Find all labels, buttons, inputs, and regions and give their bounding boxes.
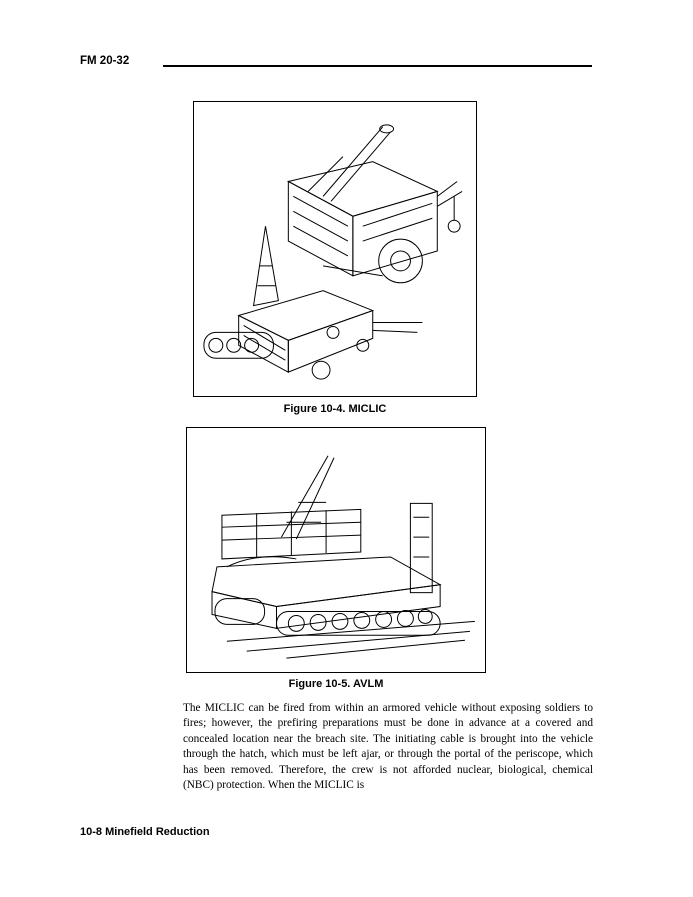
section-title: Minefield Reduction (105, 826, 210, 838)
miclic-illustration (194, 102, 476, 396)
page-number: 10-8 (80, 826, 103, 838)
header-rule (163, 65, 592, 67)
avlm-illustration (187, 428, 485, 672)
figure-avlm (186, 427, 486, 673)
page-footer (80, 826, 210, 838)
figure-caption: Figure 10-5. AVLM (288, 678, 384, 690)
figure-miclic (193, 101, 477, 397)
manual-number: FM 20-32 (80, 55, 130, 67)
figure-caption: Figure 10-4. MICLIC (283, 403, 387, 415)
body-paragraph: The MICLIC can be fired from within an armored vehicle without exposing soldiers to fires; however, the prefiring preparations must be done in advance at a covered and concealed location near the breach site. The initiating cable is brought into the vehicle through the hatch, which must be left ajar, or through the portal of the periscope, which has been removed. Therefore, the crew is not afforded nuclear, biological, chemical (NBC) protection. When the MICLIC is (183, 702, 593, 792)
